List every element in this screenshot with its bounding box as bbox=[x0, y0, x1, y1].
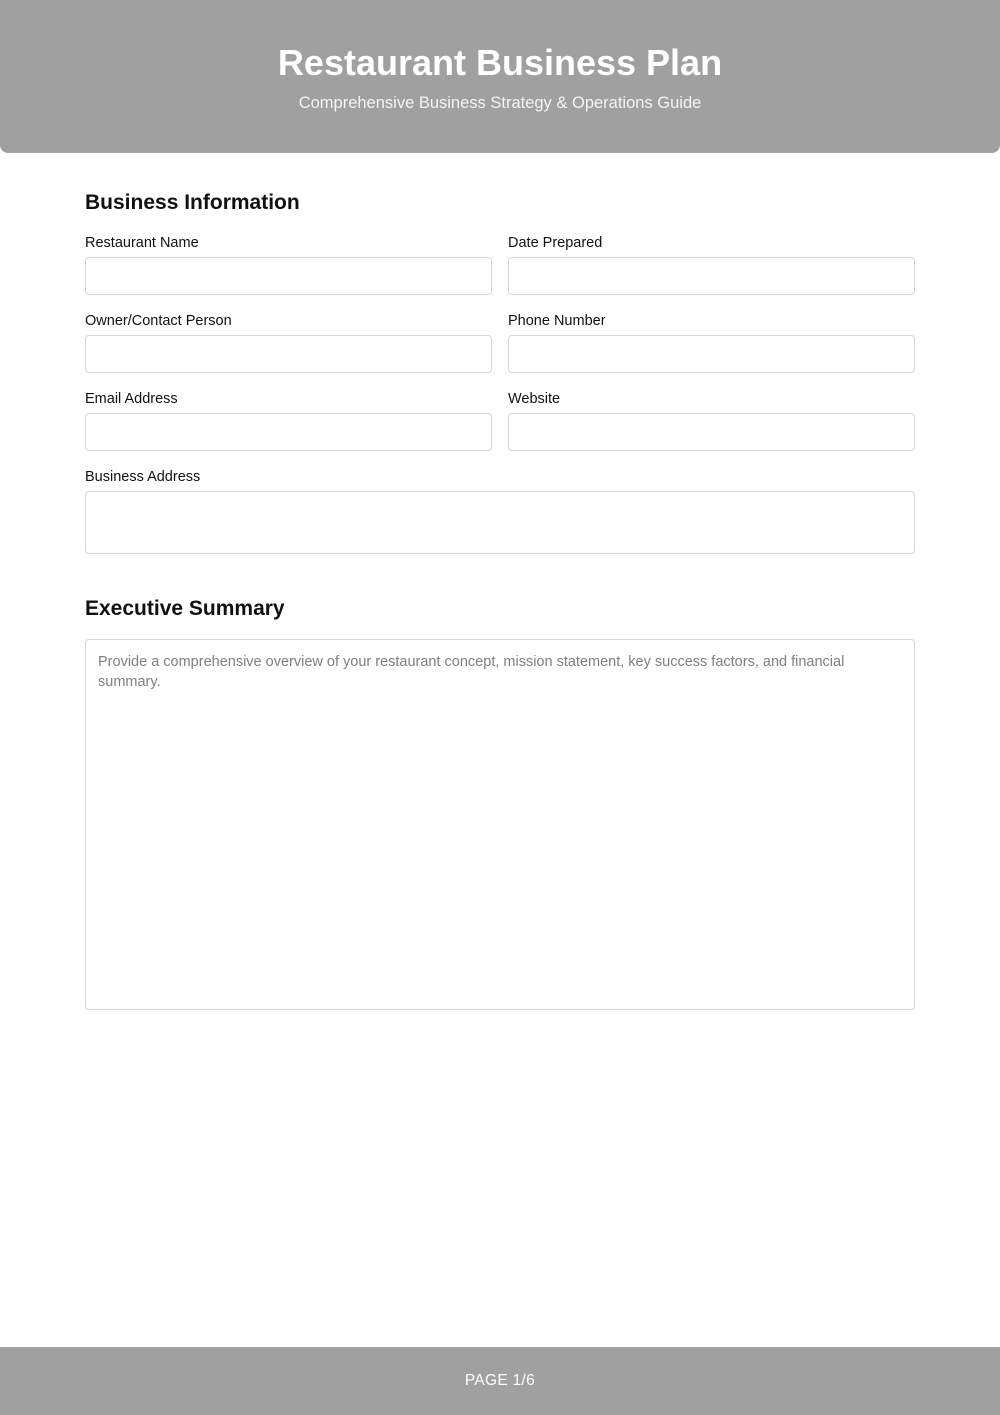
business-address-label: Business Address bbox=[85, 469, 201, 485]
website-input[interactable] bbox=[508, 413, 915, 451]
document-title: Restaurant Business Plan bbox=[277, 42, 723, 83]
restaurant-name-label: Restaurant Name bbox=[85, 235, 199, 251]
executive-summary-textarea[interactable] bbox=[85, 639, 915, 1010]
website-label: Website bbox=[508, 391, 561, 407]
business-address-textarea[interactable] bbox=[85, 491, 915, 554]
page-header bbox=[0, 0, 1000, 153]
owner-contact-label: Owner/Contact Person bbox=[85, 313, 232, 329]
business-information-heading: Business Information bbox=[85, 191, 300, 214]
owner-contact-input[interactable] bbox=[85, 335, 492, 373]
email-address-label: Email Address bbox=[85, 391, 178, 407]
executive-summary-heading: Executive Summary bbox=[85, 597, 285, 620]
document-subtitle: Comprehensive Business Strategy & Operations Guide bbox=[298, 94, 702, 112]
phone-number-input[interactable] bbox=[508, 335, 915, 373]
email-address-input[interactable] bbox=[85, 413, 492, 451]
page-number: PAGE 1/6 bbox=[464, 1372, 536, 1389]
date-prepared-label: Date Prepared bbox=[508, 235, 603, 251]
date-prepared-input[interactable] bbox=[508, 257, 915, 295]
page-footer bbox=[0, 1347, 1000, 1415]
restaurant-name-input[interactable] bbox=[85, 257, 492, 295]
phone-number-label: Phone Number bbox=[508, 313, 606, 329]
